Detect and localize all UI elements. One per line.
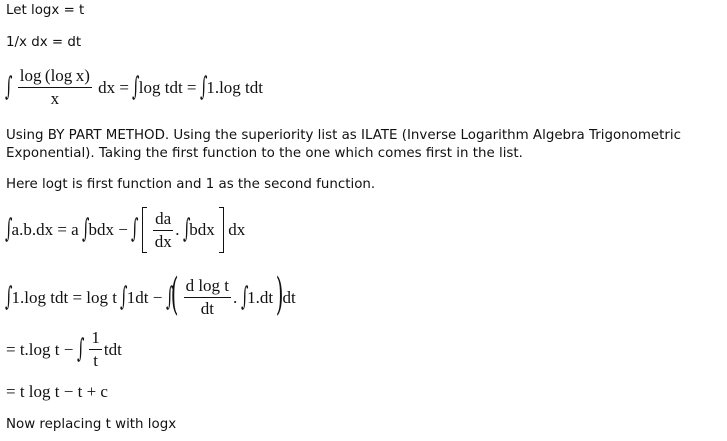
- fraction-1-t: $\frac{1}{t}$: [91, 328, 100, 370]
- fraction-log-log-x: $\frac{\text{log (log x)}}{x}$: [19, 66, 90, 108]
- fraction-dlogt-dt: $\frac{\text{d log t}}{dt}$: [185, 276, 230, 318]
- differential-line: 1/x dx = dt: [6, 35, 82, 50]
- equation-2: ∫a.b.dx = a ∫bdx − ∫ $\frac{da}{dx}$ . ∫bdx dx: [6, 207, 245, 253]
- equation-5: = t log t − t + c: [6, 382, 108, 402]
- equation-1: ∫ $\frac{\text{log (log x)}}{x}$ dx = ∫log tdt = ∫1.log tdt: [5, 66, 263, 108]
- method-line-2: Exponential). Taking the first function to the one which comes first in the list.: [6, 146, 523, 161]
- method-line-1: Using BY PART METHOD. Using the superiority list as ILATE (Inverse Logarithm Algebra Trigonometric: [6, 128, 681, 143]
- fraction-da-dx: $\frac{da}{dx}$: [154, 208, 172, 251]
- now-line: Now replacing t with logx: [6, 417, 177, 432]
- let-line: Let logx = t: [6, 3, 85, 18]
- here-line: Here logt is first function and 1 as the second function.: [6, 177, 376, 192]
- equation-4: = t.log t − ∫ $\frac{1}{t}$ tdt: [6, 328, 122, 370]
- equation-3: ∫1.log tdt = log t ∫1dt − ∫( $\frac{\text{d log t}}{dt}$ . ∫1.dt )dt: [5, 269, 296, 320]
